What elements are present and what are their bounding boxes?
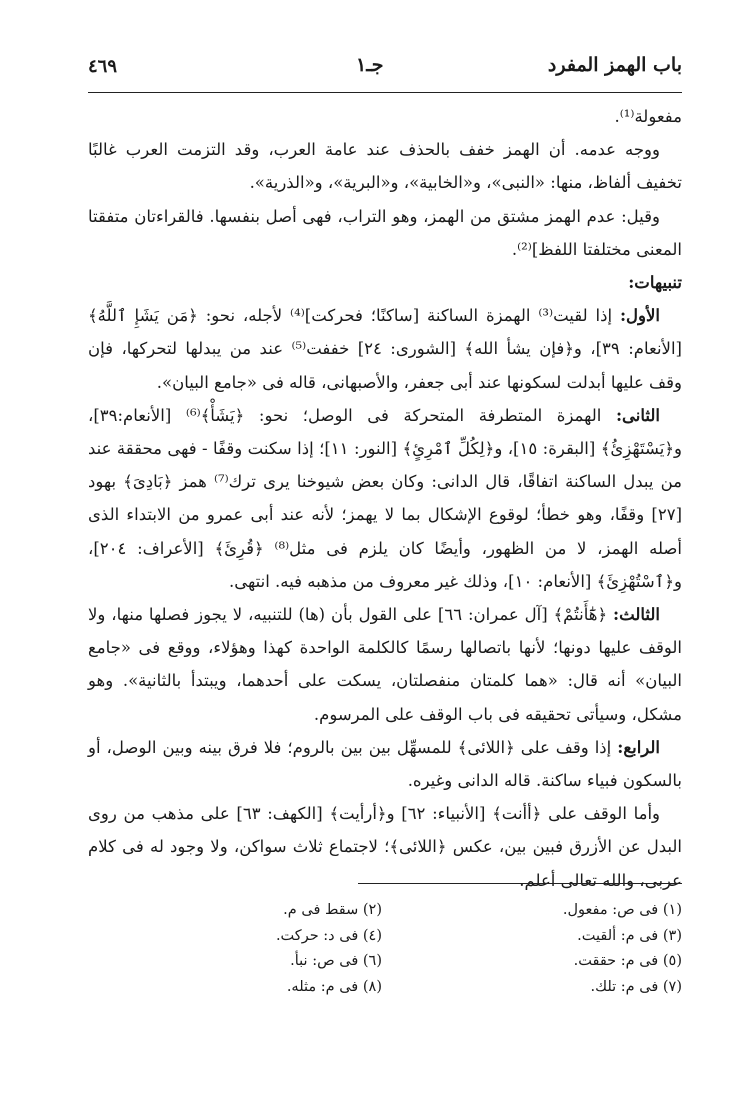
paragraph: مفعولة⁽¹⁾. xyxy=(614,107,682,126)
footnote-text: فى ص: مفعول. xyxy=(562,902,659,918)
paragraph-text: الهمزة المتطرفة المتحركة فى الوصل؛ نحو: ﴿يَشَأْ﴾⁽⁶⁾ [الأنعام:٣٩]، و﴿يَسْتَهْزِئُ﴾ [البقرة: ١٥]، و﴿لِكُلِّ ٱمْرِئٍ﴾ [النور: ١١]؛ إذا سكنت وقفًا - فهى محققة عند من يبدل الساكنة اتفاقًا، قال الدانى: وكان بعض شيوخنا يرى ترك⁽⁷⁾ همز ﴿بَادِىَ﴾ بهود [٢٧] وقفًا، وهو خطأ؛ لوقوع الإشكال بما لا يهمز؛ لأنه عند أبى عمرو من الابتداء الذى أصله الهمز، لا من الظهور، وأيضًا كان يلزم فى مثل⁽⁸⁾ ﴿قُرِئَ﴾ [الأعراف: ٢٠٤]، و﴿ٱسْتُهْزِئَ﴾ [الأنعام: ١٠]، وذلك غير معروف من مذهبه فيه. انتهى. xyxy=(88,405,682,591)
footnote-number: (٥) xyxy=(662,953,682,969)
footnote-column-left xyxy=(122,898,382,1000)
footnote-number: (٣) xyxy=(662,927,682,944)
footnote xyxy=(422,898,682,924)
footnote-number: (٦) xyxy=(362,953,382,969)
footnote xyxy=(422,924,682,950)
footnote-text: فى م: حققت. xyxy=(573,953,659,969)
footnote xyxy=(122,949,382,975)
footnote xyxy=(422,975,682,1001)
footnote-text: فى د: حركت. xyxy=(275,927,359,944)
paragraph xyxy=(88,598,682,731)
main-text xyxy=(88,100,682,897)
footnote-number: (٢) xyxy=(362,902,382,918)
footnote-text: فى ص: نبأ. xyxy=(290,953,359,969)
paragraph-text: إذا لقيت⁽³⁾ الهمزة الساكنة [ساكنًا؛ فحركت]⁽⁴⁾ لأجله، نحو: ﴿مَن يَشَإِ ٱللَّهُ﴾ [الأنعام: ٣٩]، و﴿فإن يشأ الله﴾ [الشورى: ٢٤] خففت⁽⁵⁾ عند من يبدلها لتحركها، فإن وقف عليها أبدلت لسكونها عند أبى جعفر، والأصبهانى، قاله فى «جامع البيان». xyxy=(88,306,682,392)
paragraph-text: ﴿هَٰٓأَنتُمْ﴾ [آل عمران: ٦٦] على القول بأن (ها) للتنبيه، لا يجوز فصلها منها، ولا الوقف عليها دونها؛ لأنها باتصالها رسمًا كالكلمة الواحدة كهذا وهؤلاء، ووقع فى «جامع البيان» أنه قال: «هما كلمتان منفصلتان، يسكت على أحدهما، ويبتدأ بالثانية». وهو مشكل، وسيأتى تحقيقه فى باب الوقف على المرسوم. xyxy=(88,605,682,724)
footnote xyxy=(422,949,682,975)
paragraph-text: إذا وقف على ﴿اللائى﴾ للمسهِّل بين بين بالروم؛ فلا فرق بينه وبين الوصل، أو بالسكون فبياء ساكنة. قاله الدانى وغيره. xyxy=(88,737,682,791)
paragraph: وقيل: عدم الهمز مشتق من الهمز، وهو التراب، فهى أصل بنفسها. فالقراءتان متفقتا المعنى مختلفتا اللفظ]⁽²⁾. xyxy=(88,206,682,259)
paragraph: ووجه عدمه. أن الهمز خفف بالحذف عند عامة العرب، وقد التزمت العرب غالبًا تخفيف ألفاظ، منها: «النبى»، و«الخابية»، و«البرية»، و«الذرية». xyxy=(88,140,682,193)
page-number: ٤٦٩ xyxy=(88,56,118,77)
paragraph: وأما الوقف على ﴿أأنت﴾ [الأنبياء: ٦٢] و﴿أرأيت﴾ [الكهف: ٦٣] على مذهب من روى البدل عن الأزرق فبين بين، عكس ﴿اللائى﴾؛ لاجتماع ثلاث سواكن، ولا وجود له فى كلام عربى، والله تعالى أعلم. xyxy=(88,804,682,890)
footnote-number: (٤) xyxy=(362,927,382,944)
volume-label: جـ١ xyxy=(356,54,384,76)
page-header xyxy=(88,52,682,86)
paragraph-lead: الثانى: xyxy=(615,405,660,425)
footnote-number: (٨) xyxy=(362,978,382,995)
footnote-number: (١) xyxy=(662,902,682,918)
paragraph xyxy=(88,299,682,399)
footnote-text: سقط فى م. xyxy=(283,902,359,918)
footnote xyxy=(122,924,382,950)
paragraph-lead: الرابع: xyxy=(617,737,660,757)
footnote xyxy=(122,898,382,924)
header-rule xyxy=(88,92,682,93)
footnote-text: فى م: مثله. xyxy=(286,978,359,995)
footnote-column-right xyxy=(422,898,682,1000)
footnote-text: فى م: ألقيت. xyxy=(577,927,659,944)
paragraph xyxy=(88,399,682,598)
footnote xyxy=(122,975,382,1001)
paragraph xyxy=(88,731,682,797)
footnote-number: (٧) xyxy=(662,978,682,995)
footnote-text: فى م: تلك. xyxy=(590,978,659,995)
chapter-title: باب الهمز المفرد xyxy=(547,54,682,76)
paragraph-lead: الأول: xyxy=(619,306,660,326)
section-heading: تنبيهات: xyxy=(628,273,682,293)
footnote-rule xyxy=(358,883,682,884)
paragraph-lead: الثالث: xyxy=(613,605,660,625)
